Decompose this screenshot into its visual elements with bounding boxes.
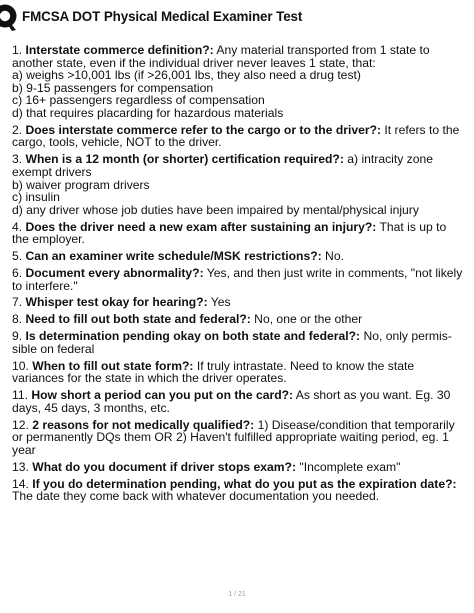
- question-list: [12, 44, 464, 507]
- answer-text: Yes: [207, 295, 231, 310]
- page-header: [0, 0, 474, 40]
- question-text: Interstate commerce definition?:: [25, 43, 214, 57]
- answer-text: If truly intrastate. Need to know the state variances for the state in which the driver operates.: [12, 358, 415, 386]
- answer-option: a) weighs >10,001 lbs (if >26,001 lbs, they also need a drug test): [12, 68, 361, 83]
- question-number: 1.: [12, 43, 26, 57]
- question-number: 3.: [12, 152, 26, 167]
- question-text: Whisper test okay for hearing?:: [25, 295, 208, 310]
- qa-item: [12, 250, 464, 263]
- question-number: 5.: [12, 249, 26, 264]
- answer-text: That is up to the employer.: [12, 219, 447, 247]
- question-number: 14.: [12, 476, 33, 491]
- question-text: What do you document if driver stops exam?:: [32, 459, 297, 474]
- question-number: 2.: [12, 122, 26, 137]
- question-text: Need to fill out both state and federal?:: [25, 312, 251, 327]
- answer-text: It refers to the cargo, tools, vehicle, NOT to the driver.: [12, 122, 460, 150]
- answer-option: c) insulin: [12, 190, 60, 205]
- answer-text: As short as you want. Eg. 30 days, 45 days, 3 months, etc.: [12, 388, 451, 415]
- question-number: 6.: [12, 265, 26, 280]
- question-number: 13.: [12, 459, 33, 474]
- qa-item: [12, 461, 464, 474]
- qa-item: [12, 267, 464, 292]
- question-text: How short a period can you put on the card?:: [31, 388, 294, 403]
- answer-option: c) 16+ passengers regardless of compensation: [12, 93, 265, 108]
- answer-option: b) waiver program drivers: [12, 177, 150, 192]
- document-title: FMCSA DOT Physical Medical Examiner Test: [22, 9, 303, 24]
- question-text: Is determination pending okay on both state and federal?:: [25, 329, 361, 344]
- answer-options: [12, 69, 464, 119]
- question-number: 9.: [12, 329, 26, 344]
- question-text: If you do determination pending, what do you put as the expiration date?:: [32, 476, 457, 491]
- question-text: Can an examiner write schedule/MSK restrictions?:: [25, 249, 322, 264]
- question-number: 7.: [12, 295, 26, 310]
- answer-option: b) 9-15 passengers for compensation: [12, 80, 214, 95]
- qa-item: [12, 153, 464, 216]
- qa-item: [12, 296, 464, 309]
- question-text: When to fill out state form?:: [32, 358, 194, 373]
- page-indicator: 1 / 21: [228, 591, 246, 598]
- question-number: 8.: [12, 312, 26, 327]
- question-number: 11.: [12, 388, 32, 403]
- qa-item: [12, 221, 464, 246]
- quizlet-logo-icon: [0, 0, 18, 34]
- answer-text: Yes, and then just write in comments, "not likely to interfere.": [12, 265, 463, 293]
- qa-item: [12, 478, 464, 503]
- qa-item: [12, 360, 464, 385]
- answer-text: No.: [321, 249, 344, 264]
- qa-item: [12, 313, 464, 326]
- qa-item: [12, 419, 464, 457]
- answer-text: "Incomplete exam": [296, 459, 401, 474]
- answer-text: No, one or the other: [250, 312, 363, 327]
- answer-text: Any material transported from 1 state to another state, even if the individual driver never leaves 1 state, that:: [12, 43, 430, 70]
- answer-text: a) intracity zone exempt drivers: [12, 152, 433, 179]
- question-text: Does the driver need a new exam after sustaining an injury?:: [25, 219, 377, 234]
- answer-text: 1) Disease/condition that temporarily or permanently DQs them OR 2) Haven't fulfilled appropriate waiting period, eg. 1 year: [12, 417, 455, 457]
- answer-text: The date they come back with whatever documentation you needed.: [12, 489, 380, 504]
- question-text: When is a 12 month (or shorter) certification required?:: [25, 152, 344, 167]
- answer-option: d) that requires placarding for hazardous materials: [12, 105, 284, 120]
- qa-item: [12, 124, 464, 149]
- qa-item: [12, 389, 464, 414]
- answer-text: No, only permissible on federal: [12, 329, 452, 356]
- qa-item: [12, 330, 464, 355]
- qa-item: [12, 44, 464, 120]
- question-text: Document every abnormality?:: [25, 265, 204, 280]
- question-number: 12.: [12, 417, 33, 432]
- question-text: 2 reasons for not medically qualified?:: [32, 417, 255, 432]
- answer-options: [12, 179, 464, 217]
- question-text: Does interstate commerce refer to the cargo or to the driver?:: [25, 122, 382, 137]
- question-number: 10.: [12, 358, 33, 373]
- question-number: 4.: [12, 219, 26, 234]
- answer-option: d) any driver whose job duties have been impaired by mental/physical injury: [12, 202, 419, 217]
